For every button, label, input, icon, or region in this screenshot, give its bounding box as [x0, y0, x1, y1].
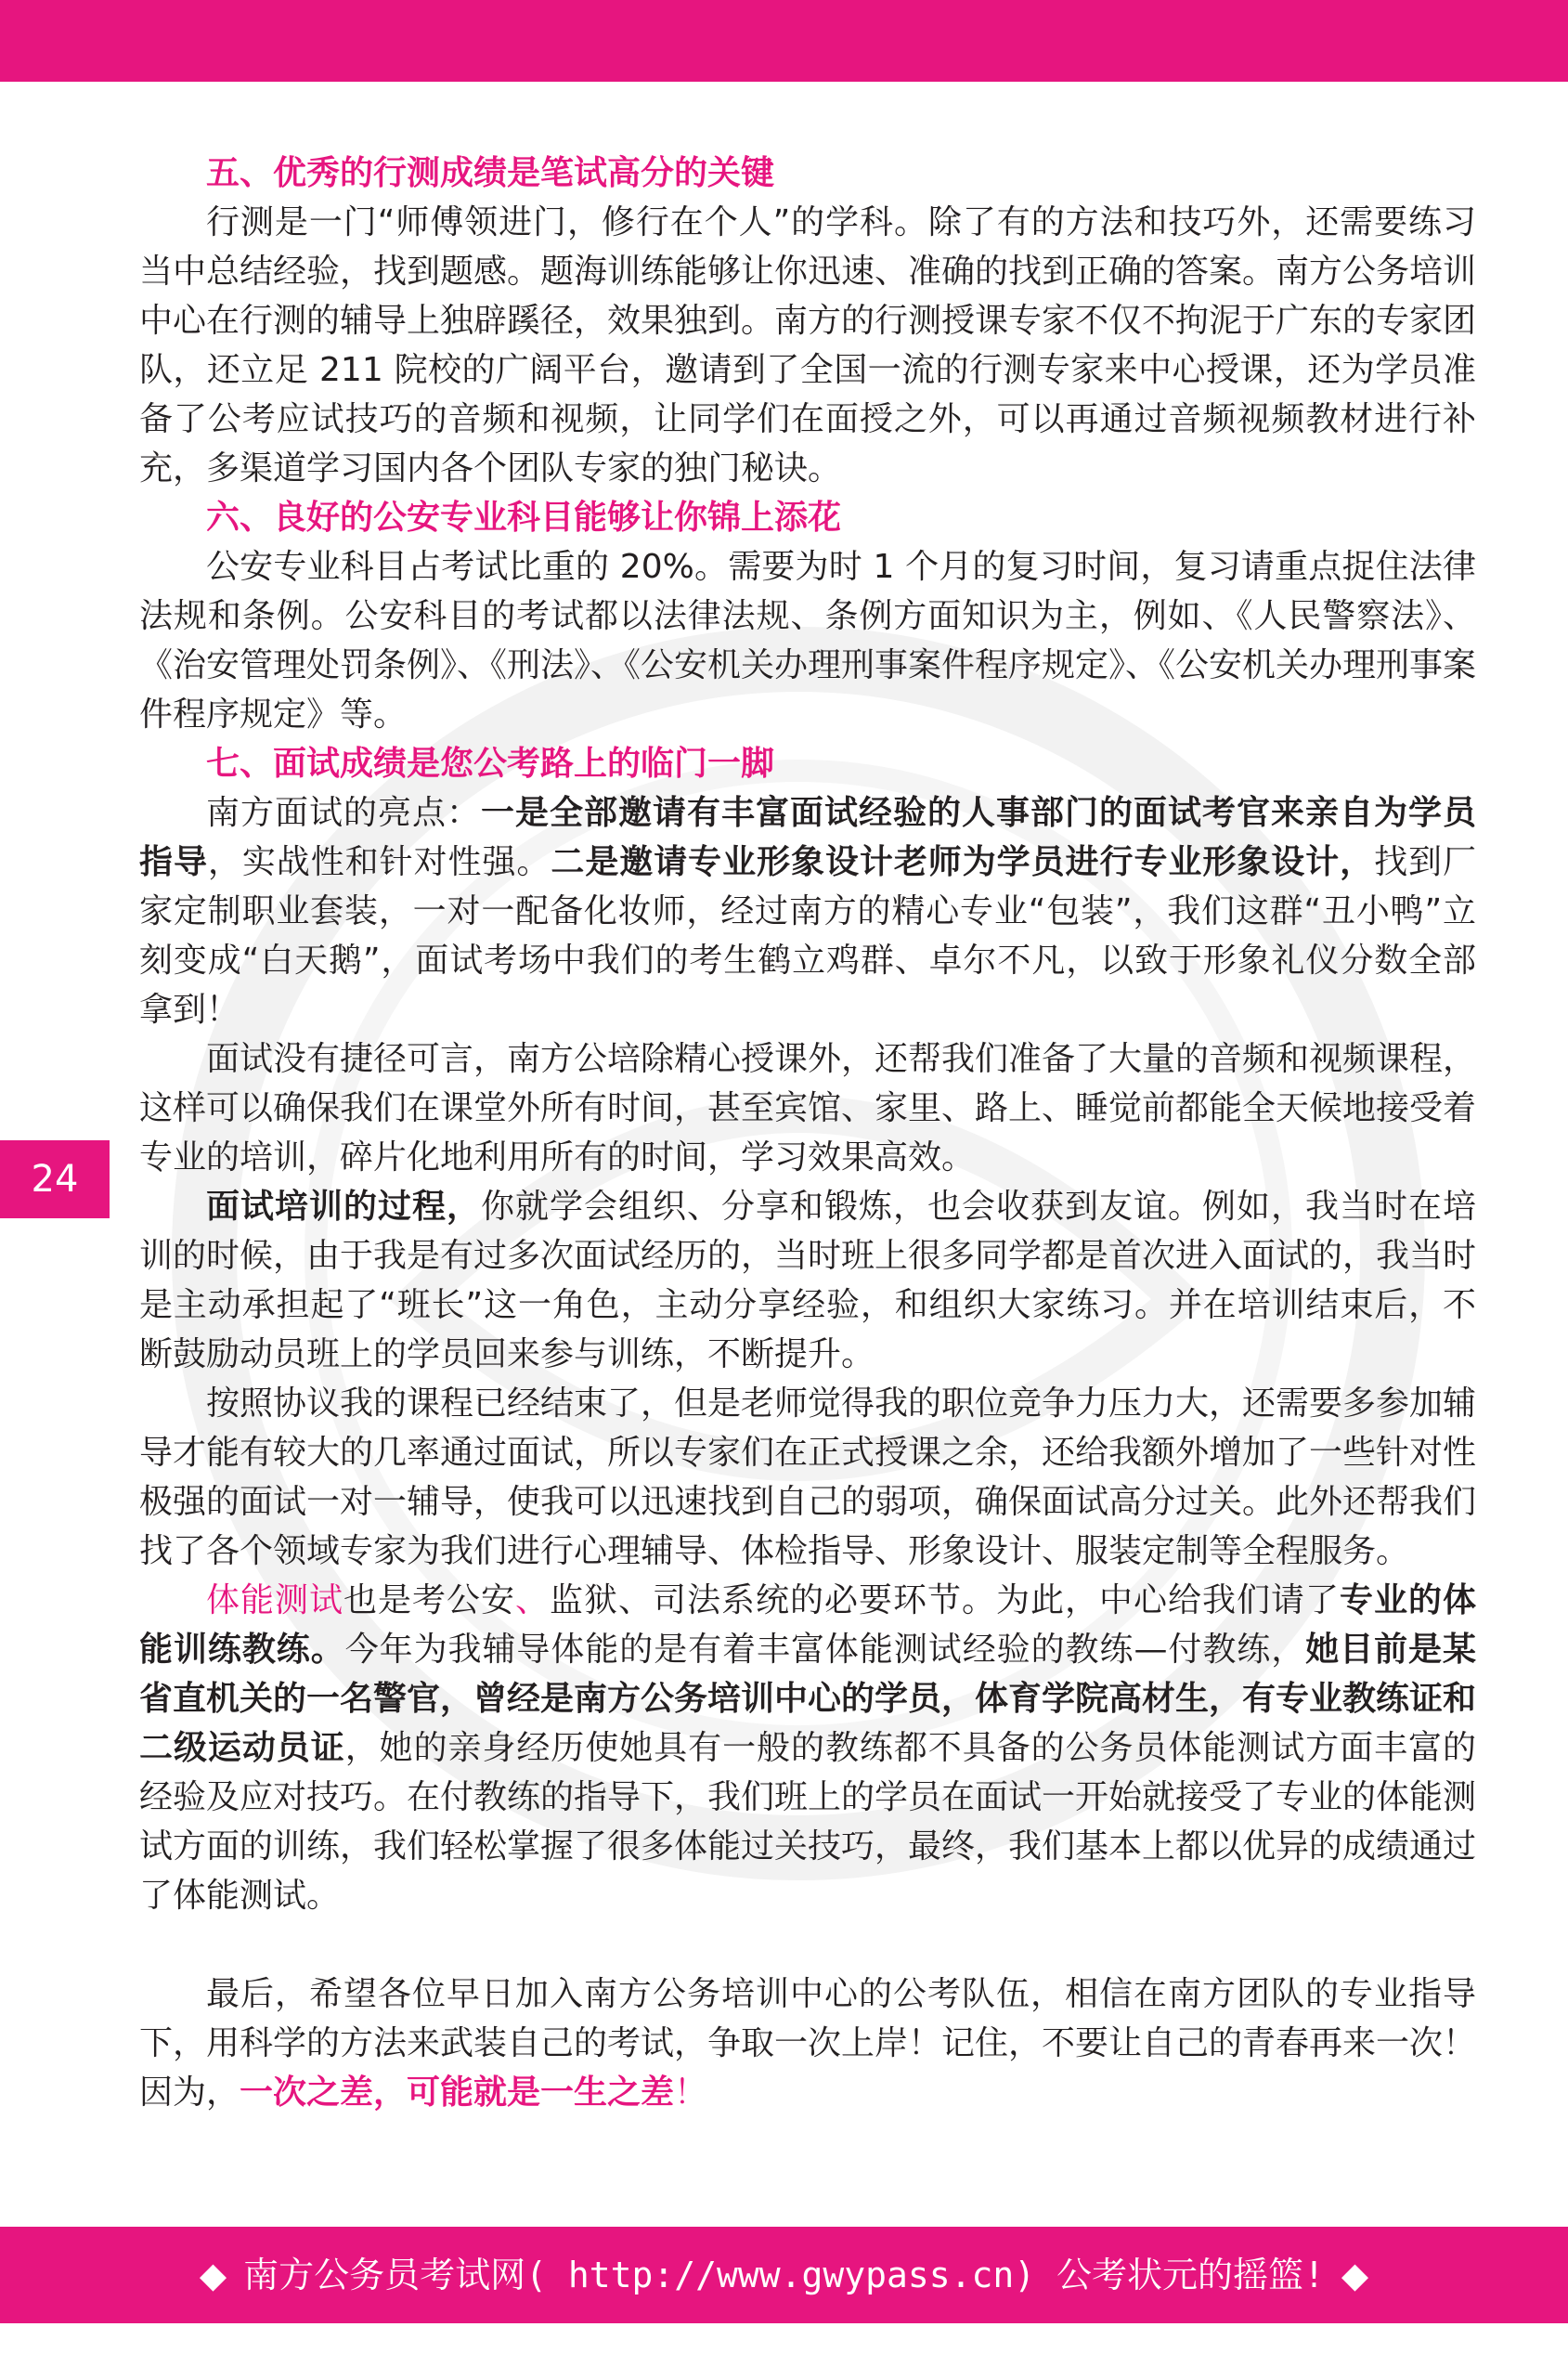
spacer [139, 1920, 1476, 1970]
section-7-paragraph-5: 体能测试也是考公安、监狱、司法系统的必要环节。为此，中心给我们请了专业的体能训练教练。今年为我辅导体能的是有着丰富体能测试经验的教练—付教练，她目前是某省直机关的一名警官，曾经是南方公务培训中心的学员，体育学院高材生，有专业教练证和二级运动员证，她的亲身经历使她具有一般的教练都不具备的公务员体能测试方面丰富的经验及应对技巧。在付教练的指导下，我们班上的学员在面试一开始就接受了专业的体能测试方面的训练，我们轻松掌握了很多体能过关技巧，最终，我们基本上都以优异的成绩通过了体能测试。 [139, 1581, 1477, 1915]
closing-paragraph: 最后，希望各位早日加入南方公务培训中心的公考队伍，相信在南方团队的专业指导下，用科学的方法来武装自己的考试，争取一次上岸！记住，不要让自己的青春再来一次！因为，一次之差，可能就是一生之差！ [139, 1975, 1477, 2112]
footer-text: 南方公务员考试网( http://www.gwypass.cn) 公考状元的摇篮! [243, 2255, 1325, 2295]
diamond-icon: ◆ [1341, 2255, 1369, 2295]
section-7-paragraph-3: 面试培训的过程，你就学会组织、分享和锻炼，也会收获到友谊。例如，我当时在培训的时候，由于我是有过多次面试经历的，当时班上很多同学都是首次进入面试的，我当时是主动承担起了“班长”这一角色，主动分享经验，和组织大家练习。并在培训结束后，不断鼓励动员班上的学员回来参与训练，不断提升。 [139, 1188, 1477, 1373]
article-body [139, 149, 1476, 2117]
page-number: 24 [0, 1140, 110, 1218]
section-7-paragraph-4: 按照协议我的课程已经结束了，但是老师觉得我的职位竞争力压力大，还需要多参加辅导才能有较大的几率通过面试，所以专家们在正式授课之余，还给我额外增加了一些针对性极强的面试一对一辅导，使我可以迅速找到自己的弱项，确保面试高分过关。此外还帮我们找了各个领域专家为我们进行心理辅导、体检指导、形象设计、服装定制等全程服务。 [139, 1384, 1477, 1570]
section-6-paragraph: 公安专业科目占考试比重的 20%。需要为时 1 个月的复习时间，复习请重点捉住法律法规和条例。公安科目的考试都以法律法规、条例方面知识为主，例如、《人民警察法》、《治安管理处罚条例》、《刑法》、《公安机关办理刑事案件程序规定》、《公安机关办理刑事案件程序规定》等。 [139, 548, 1477, 734]
footer-banner [0, 2227, 1568, 2323]
section-5-heading: 五、优秀的行测成绩是笔试高分的关键 [206, 154, 775, 192]
section-7-paragraph-2: 面试没有捷径可言，南方公培除精心授课外，还帮我们准备了大量的音频和视频课程，这样可以确保我们在课堂外所有时间，甚至宾馆、家里、路上、睡觉前都能全天候地接受着专业的培训，碎片化地利用所有的时间，学习效果高效。 [139, 1040, 1477, 1176]
diamond-icon: ◆ [199, 2255, 227, 2295]
section-7-paragraph-1: 南方面试的亮点：一是全部邀请有丰富面试经验的人事部门的面试考官来亲自为学员指导，实战性和针对性强。二是邀请专业形象设计老师为学员进行专业形象设计，找到厂家定制职业套装，一对一配备化妆师，经过南方的精心专业“包装”，我们这群“丑小鸭”立刻变成“白天鹅”，面试考场中我们的考生鹤立鸡群、卓尔不凡，以致于形象礼仪分数全部拿到！ [139, 794, 1476, 1029]
section-6-heading: 六、良好的公安专业科目能够让你锦上添花 [206, 499, 842, 537]
section-5-paragraph: 行测是一门“师傅领进门，修行在个人”的学科。除了有的方法和技巧外，还需要练习当中总结经验，找到题感。题海训练能够让你迅速、准确的找到正确的答案。南方公务培训中心在行测的辅导上独辟蹊径，效果独到。南方的行测授课专家不仅不拘泥于广东的专家团队，还立足 211 院校的广阔平台，邀请到了全国一流的行测专家来中心授课，还为学员准备了公考应试技巧的音频和视频，让同学们在面授之外，可以再通过音频视频教材进行补充，多渠道学习国内各个团队专家的独门秘诀。 [139, 203, 1477, 488]
top-banner [0, 0, 1568, 82]
section-7-heading: 七、面试成绩是您公考路上的临门一脚 [206, 745, 775, 783]
